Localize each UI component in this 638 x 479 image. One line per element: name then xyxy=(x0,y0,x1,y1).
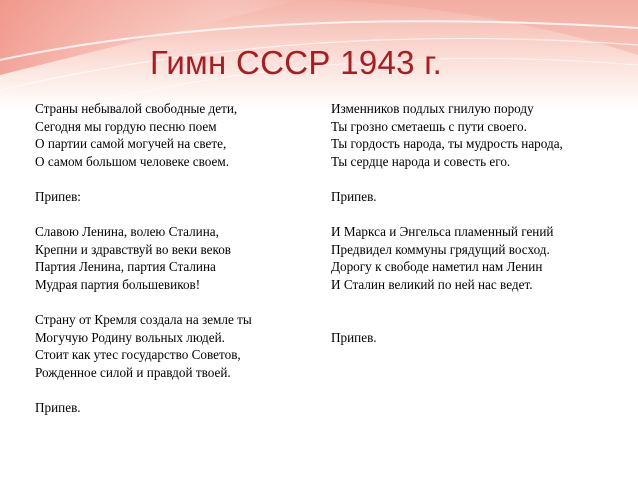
lyric-line: Славою Ленина, волею Сталина, xyxy=(35,224,219,240)
verse-4 xyxy=(331,223,621,293)
lyric-line: Предвидел коммуны грядущий восход. xyxy=(331,241,550,257)
lyric-line: Страны небывалой свободные дети, xyxy=(35,101,238,116)
lyric-line: О самом большом человеке своем. xyxy=(35,153,230,169)
refrain-label: Припев: xyxy=(35,188,81,204)
refrain-label: Припев. xyxy=(331,329,377,345)
refrain-label: Припев. xyxy=(35,400,81,416)
lyric-line: Рожденное силой и правдой твоей. xyxy=(35,364,231,380)
right-lyrics-column xyxy=(331,100,621,346)
lyric-line: Мудрая партия большевиков! xyxy=(35,276,201,292)
lyric-line: Партия Ленина, партия Сталина xyxy=(35,259,216,275)
lyric-line: И Сталин великий по ней нас ведет. xyxy=(331,276,533,292)
verse-1 xyxy=(35,100,310,170)
left-lyrics-column xyxy=(35,100,310,417)
lyric-line: Сегодня мы гордую песню поем xyxy=(35,118,217,134)
slide-title: Гимн СССР 1943 г. xyxy=(150,44,443,81)
lyric-line: Изменников подлых гнилую породу xyxy=(331,101,534,116)
lyric-line: И Маркса и Энгельса пламенный гений xyxy=(331,224,554,240)
lyric-line: Ты грозно сметаешь с пути своего. xyxy=(331,118,527,134)
lyric-line: Дорогу к свободе наметил нам Ленин xyxy=(331,259,543,275)
verse-2 xyxy=(35,311,310,381)
lyric-line: О партии самой могучей на свете, xyxy=(35,136,227,152)
lyric-line: Стоит как утес государство Советов, xyxy=(35,347,241,363)
chorus xyxy=(35,223,310,293)
lyric-line: Ты сердце народа и совесть его. xyxy=(331,153,511,169)
verse-3 xyxy=(331,100,621,170)
lyric-line: Могучую Родину вольных людей. xyxy=(35,329,225,345)
lyric-line: Страну от Кремля создала на земле ты xyxy=(35,312,252,328)
refrain-label: Припев. xyxy=(331,188,377,204)
lyric-line: Ты гордость народа, ты мудрость народа, xyxy=(331,136,563,152)
lyric-line: Крепни и здравствуй во веки веков xyxy=(35,241,232,257)
